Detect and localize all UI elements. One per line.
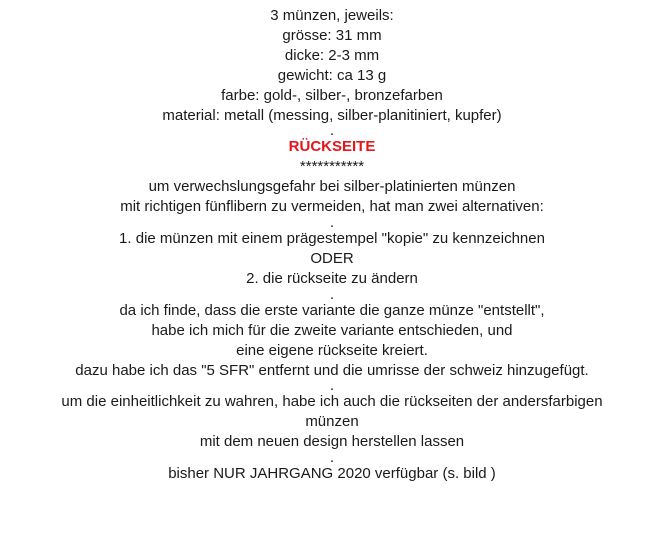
reason-line-1: da ich finde, dass die erste variante die ganze münze "entstellt", xyxy=(119,301,545,319)
reason-line-2: habe ich mich für die zweite variante entschieden, und xyxy=(151,321,513,339)
specs-intro: 3 münzen, jeweils: xyxy=(270,7,394,24)
separator-dot: . xyxy=(329,377,335,395)
separator-dot: . xyxy=(329,214,335,232)
spec-material: material: metall (messing, silber-planitiniert, kupfer) xyxy=(162,106,502,124)
or-label: ODER xyxy=(310,249,354,267)
separator-dot: . xyxy=(329,449,335,467)
spec-weight: gewicht: ca 13 g xyxy=(277,66,387,84)
reason-line-3: eine eigene rückseite kreiert. xyxy=(236,341,428,359)
separator-dot: . xyxy=(329,285,335,303)
reverse-heading: RÜCKSEITE xyxy=(288,138,376,156)
unity-line-1: um die einheitlichkeit zu wahren, habe ich auch die rückseiten der andersfarbigen xyxy=(61,393,603,411)
stars-divider: *********** xyxy=(299,158,365,176)
unity-line-3: mit dem neuen design herstellen lassen xyxy=(199,433,465,451)
option-2: 2. die rückseite zu ändern xyxy=(246,269,418,287)
intro-line-1: um verwechslungsgefahr bei silber-platinierten münzen xyxy=(148,178,516,196)
availability-note: bisher NUR JAHRGANG 2020 verfügbar (s. bild ) xyxy=(168,465,496,483)
option-1: 1. die münzen mit einem prägestempel "kopie" zu kennzeichnen xyxy=(119,230,545,248)
spec-color: farbe: gold-, silber-, bronzefarben xyxy=(221,86,443,104)
intro-line-2: mit richtigen fünflibern zu vermeiden, hat man zwei alternativen: xyxy=(120,198,544,216)
spec-size: grösse: 31 mm xyxy=(282,26,382,44)
spec-thickness: dicke: 2-3 mm xyxy=(284,46,380,64)
unity-line-2: münzen xyxy=(305,413,359,431)
separator-dot: . xyxy=(329,122,335,140)
reason-line-4: dazu habe ich das "5 SFR" entfernt und die umrisse der schweiz hinzugefügt. xyxy=(75,361,589,379)
